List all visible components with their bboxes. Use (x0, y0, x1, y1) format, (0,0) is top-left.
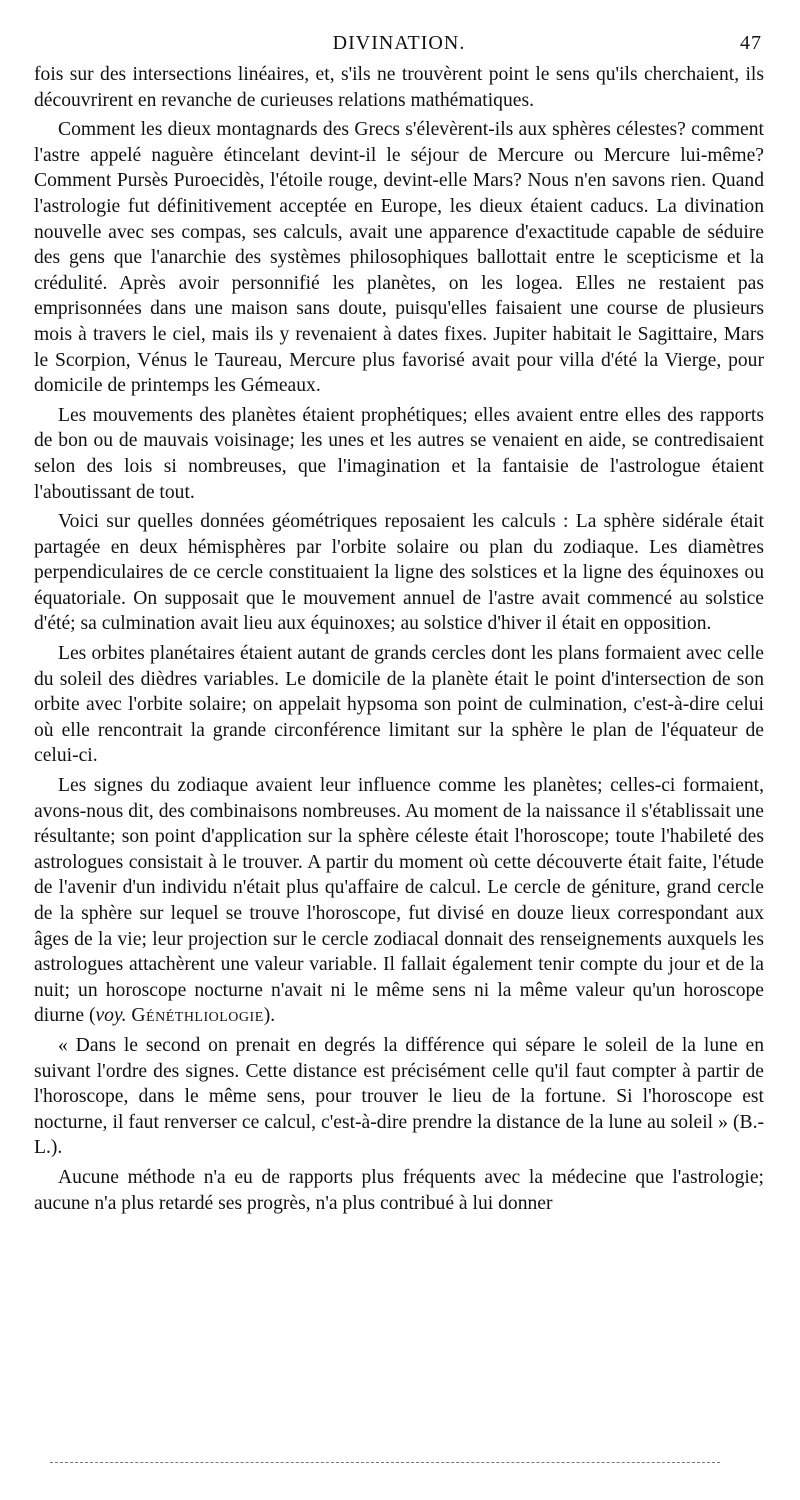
page-number: 47 (740, 32, 762, 54)
reference-close: ). (263, 1005, 276, 1027)
reference-voy: voy. (95, 1005, 127, 1027)
page (34, 28, 764, 1220)
bottom-rule (50, 1462, 720, 1463)
paragraph-planetary-orbits: Les orbites planétaires étaient autant de grands cercles dont les plans formaient avec celle du soleil des dièdres variables. Le domicile de la planète était le point d'intersection de son orbite avec l'orbite solaire; on appelait hypsoma son point de culmination, c'est-à-dire celui où elle rencontrait la grande circonférence limitant sur la sphère le plan de l'équateur de celui-ci. (34, 643, 764, 767)
paragraph-greek-gods: Comment les dieux montagnards des Grecs s'élevèrent-ils aux sphères célestes? comment l'astre appelé naguère étincelant devint-il le séjour de Mercure ou Mercure lui-même? Comment Pursès Puroecidès, l'étoile rouge, devint-elle Mars? Nous n'en savons rien. Quand l'astrologie fut définitivement acceptée en Europe, les dieux étaient caducs. La divination nouvelle avec ses compas, ses calculs, avait une apparence d'exactitude capable de séduire des gens que l'anarchie des systèmes philosophiques ballottait entre le scepticisme et la crédulité. Après avoir personnifié les planètes, on les logea. Elles ne restaient pas emprisonnées dans une maison sans doute, puisqu'elles faisaient une course de plusieurs mois à travers le ciel, mais ils y revenaient à dates fixes. Jupiter habitait le Sagittaire, Mars le Scorpion, Vénus le Taureau, Mercure plus favorisé avait pour villa d'été la Vierge, pour domicile de printemps les Gémeaux. (34, 119, 764, 397)
body-text (34, 62, 764, 1216)
running-title: DIVINATION. (332, 32, 466, 54)
paragraph-quotation: « Dans le second on prenait en degrés la différence qui sépare le soleil de la lune en suivant l'ordre des signes. Cette distance est précisément celle qu'il faut compter à partir de l'horoscope, dans le même sens, pour trouver le lieu de la fortune. Si l'horoscope est nocturne, il faut renverser ce calcul, c'est-à-dire prendre la distance de la lune au soleil » (B.-L.). (34, 1034, 764, 1159)
paragraph-continuation: fois sur des intersections linéaires, et, s'ils ne trouvèrent point le sens qu'ils cherchaient, ils découvrirent en revanche de curieuses relations mathématiques. (34, 64, 764, 111)
reference-genethliologie: Généthliologie (131, 1005, 264, 1027)
paragraph-zodiac-text: Les signes du zodiaque avaient leur influence comme les planètes; celles-ci formaient, avons-nous dit, des combinaisons nombreuses. Au moment de la naissance il s'établissait une résultante; son point d'application sur la sphère céleste était l'horoscope; toute l'habileté des astrologues consistait à le trouver. A partir du moment où cette découverte était faite, l'étude de l'avenir d'un individu n'était plus qu'affaire de calcul. Le cercle de géniture, grand cercle de la sphère sur lequel se trouve l'horoscope, fut divisé en douze lieux correspondant aux âges de la vie; leur projection sur le cercle zodiacal donnait des renseignements auxquels les astrologues attachèrent une valeur variable. Il fallait également tenir compte du jour et de la nuit; un horoscope nocturne n'avait ni le même sens ni la même valeur qu'un horoscope diurne ( (34, 775, 764, 1027)
paragraph-zodiac-signs (34, 773, 764, 1029)
paragraph-medicine: Aucune méthode n'a eu de rapports plus fréquents avec la médecine que l'astrologie; aucune n'a plus retardé ses progrès, n'a plus contribué à lui donner (34, 1166, 764, 1214)
paragraph-geometric-data: Voici sur quelles données géométriques reposaient les calculs : La sphère sidérale était partagée en deux hémisphères par l'orbite solaire ou plan du zodiaque. Les diamètres perpendiculaires de ce cercle constituaient la ligne des solstices et la ligne des équinoxes ou équatoriale. On supposait que le mouvement annuel de l'astre avait commencé au solstice d'été; sa culmination avait lieu aux équinoxes; au solstice d'hiver il était en opposition. (34, 511, 764, 635)
running-header (34, 28, 764, 62)
paragraph-planet-movements: Les mouvements des planètes étaient prophétiques; elles avaient entre elles des rapports de bon ou de mauvais voisinage; les unes et les autres se venaient en aide, se contredisaient selon des lois si nombreuses, que l'imagination et la fantaisie de l'astrologue étaient l'aboutissant de tout. (34, 404, 764, 503)
